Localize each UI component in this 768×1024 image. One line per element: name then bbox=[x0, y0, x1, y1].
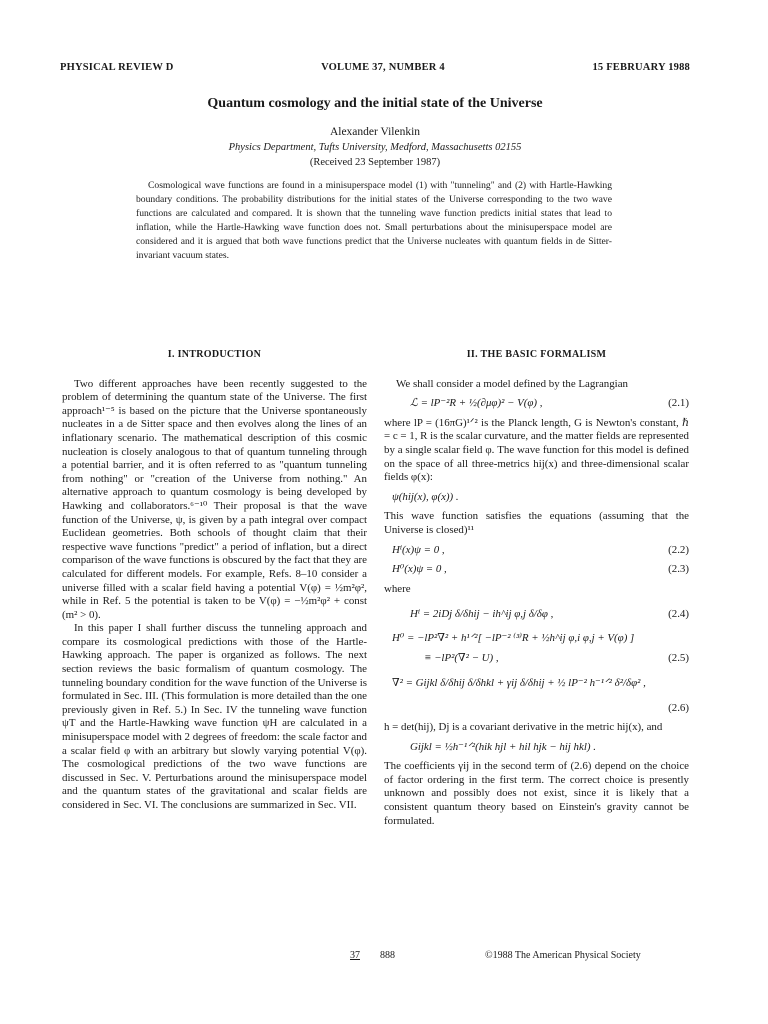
equation-wavefunction bbox=[384, 491, 689, 505]
footer-copyright: ©1988 The American Physical Society bbox=[485, 950, 641, 961]
equation-body: Gijkl = ½h⁻¹ᐟ²(hik hjl + hil hjk − hij hkl) . bbox=[410, 740, 596, 753]
section-heading-basic-formalism: II. THE BASIC FORMALISM bbox=[466, 349, 607, 360]
formalism-paragraph-planck: where lP = (16πG)¹ᐟ² is the Planck length, G is Newton's constant, ℏ = c = 1, R is the scalar curvature, and the matter fields are represented by a single scalar field φ. The wave function for this model is defined on the space of all three-metrics hij(x) and three-dimensional scalar fields φ(x): bbox=[384, 416, 689, 484]
equation-body: ∇² = Gijkl δ/δhij δ/δhkl + γij δ/δhij + ½ lP⁻² h⁻¹ᐟ² δ²/δφ² , bbox=[392, 676, 646, 689]
running-head bbox=[60, 62, 690, 73]
formalism-paragraph-satisfies: This wave function satisfies the equations (assuming that the Universe is closed)¹¹ bbox=[384, 510, 689, 536]
equation-2-6 bbox=[384, 672, 689, 696]
equation-number: (2.4) bbox=[668, 607, 689, 620]
equation-body: Hⁱ = 2iDj δ/δhij − ih^ij φ,j δ/δφ , bbox=[410, 607, 554, 620]
left-column bbox=[62, 348, 367, 813]
equation-body: Hⁱ(x)ψ = 0 , bbox=[392, 543, 445, 556]
formalism-intro: We shall consider a model defined by the Lagrangian bbox=[396, 377, 628, 390]
formalism-where: where bbox=[384, 582, 411, 595]
issue-date: 15 FEBRUARY 1988 bbox=[592, 62, 690, 73]
equation-2-1 bbox=[384, 397, 689, 411]
equation-body: ψ(hij(x), φ(x)) . bbox=[392, 490, 459, 503]
equation-2-3 bbox=[384, 563, 689, 577]
equation-2-2 bbox=[384, 544, 689, 558]
right-column bbox=[384, 348, 689, 828]
abstract: Cosmological wave functions are found in a minisuperspace model (1) with "tunneling" and (2) with Hartle-Hawking boundary conditions. The probability distributions for the initial states of the Universe corresponding to the two wave functions are calculated and compared. It is shown that the tunneling wave function predicts initial states that lead to inflation, while the Hartle-Hawking wave function does not. Small perturbations about the minisuperspace model are considered and it is argued that both wave functions predict that the Universe nucleates with quantum fields in de Sitter-invariant vacuum states. bbox=[136, 180, 612, 261]
section-heading-introduction: I. INTRODUCTION bbox=[167, 349, 262, 360]
equation-number: (2.3) bbox=[668, 563, 689, 576]
journal-name: PHYSICAL REVIEW D bbox=[60, 62, 174, 73]
equation-body: H⁰ = −lP²∇² + h¹ᐟ²[ −lP⁻² ⁽³⁾R + ½h^ij φ,i φ,j + V(φ) ] bbox=[392, 632, 635, 645]
equation-number: (2.6) bbox=[668, 701, 689, 714]
volume-number: VOLUME 37, NUMBER 4 bbox=[321, 62, 445, 73]
paper-title: Quantum cosmology and the initial state of the Universe bbox=[207, 96, 543, 111]
equation-body: ℒ = lP⁻²R + ½(∂μφ)² − V(φ) , bbox=[410, 397, 543, 410]
equation-number: (2.5) bbox=[668, 651, 689, 664]
equation-body: ≡ −lP²(∇² − U) , bbox=[424, 651, 499, 664]
equation-metric-G bbox=[384, 741, 689, 755]
equation-2-5-line-1 bbox=[384, 632, 689, 646]
equation-body: H⁰(x)ψ = 0 , bbox=[392, 563, 447, 576]
intro-paragraph-2: In this paper I shall further discuss the tunneling approach and compare its cosmological predictions with those of the Hartle-Hawking approach. The paper is organized as follows. The next section reviews the basic formalism of quantum cosmology. The tunneling boundary condition for the wave function of the Universe is formulated in Sec. III. (This formulation is more detailed than the one previously given in Ref. 5.) In Sec. IV the tunneling wave function ψT and the Hartle-Hawking wave function ψH are calculated in a minisuperspace model with 2 degrees of freedom: the scale factor and a scalar field φ with an arbitrary but slowly varying potential V(φ). The cosmological predictions of the two wave functions are discussed in Sec. V. Perturbations around the minisuperspace model and the quantum states of the gravitational and scalar fields are considered in Sec. VI. The conclusions are summarized in Sec. VII. bbox=[62, 622, 367, 811]
received-date: (Received 23 September 1987) bbox=[309, 157, 441, 168]
formalism-paragraph-determinant: h = det(hij), Dj is a covariant derivative in the metric hij(x), and bbox=[384, 721, 663, 734]
equation-2-4 bbox=[384, 602, 689, 626]
footer-volume: 37 bbox=[350, 950, 360, 961]
formalism-paragraph-coefficients: The coefficients γij in the second term of (2.6) depend on the choice of factor ordering in the first term. The correct choice is presently unknown and possibly does not exist, since it is likely that a consistent quantum theory based on Einstein's gravity cannot be formulated. bbox=[384, 760, 689, 827]
equation-number: (2.2) bbox=[668, 543, 689, 556]
equation-2-5-line-2 bbox=[384, 652, 689, 666]
footer-page-number: 888 bbox=[380, 950, 395, 961]
author-affiliation: Physics Department, Tufts University, Medford, Massachusetts 02155 bbox=[228, 142, 522, 153]
page-footer bbox=[350, 950, 690, 961]
intro-paragraph-1: Two different approaches have been recently suggested to the problem of determining the quantum state of the Universe. The first approach¹⁻⁵ is based on the picture that the Universe spontaneously nucleates in a de Sitter space and then evolves along the lines of an inflationary scenario. The mathematical description of this cosmic nucleation is closely analogous to that of quantum tunneling through a potential barrier, and it is often referred to as "quantum tunneling from nothing" or "creation of the Universe from nothing." An alternative approach to quantum cosmology is being developed by Hawking and collaborators.⁶⁻¹⁰ Their proposal is that the wave function of the Universe, ψ, is given by a path integral over compact Euclidean geometries. Both schools of thought claim that their respective wave functions "predict" a period of inflation, but a direct comparison of the wave functions is obscured by the fact that they are calculated for different models. For example, Refs. 8–10 consider a universe filled with a scalar field having a potential V(φ) = ½m²φ², while in Ref. 5 the potential is taken to be V(φ) = −½m²φ² + const (m² > 0). bbox=[62, 377, 367, 621]
author-name: Alexander Vilenkin bbox=[329, 126, 421, 138]
equation-number: (2.1) bbox=[668, 397, 689, 410]
